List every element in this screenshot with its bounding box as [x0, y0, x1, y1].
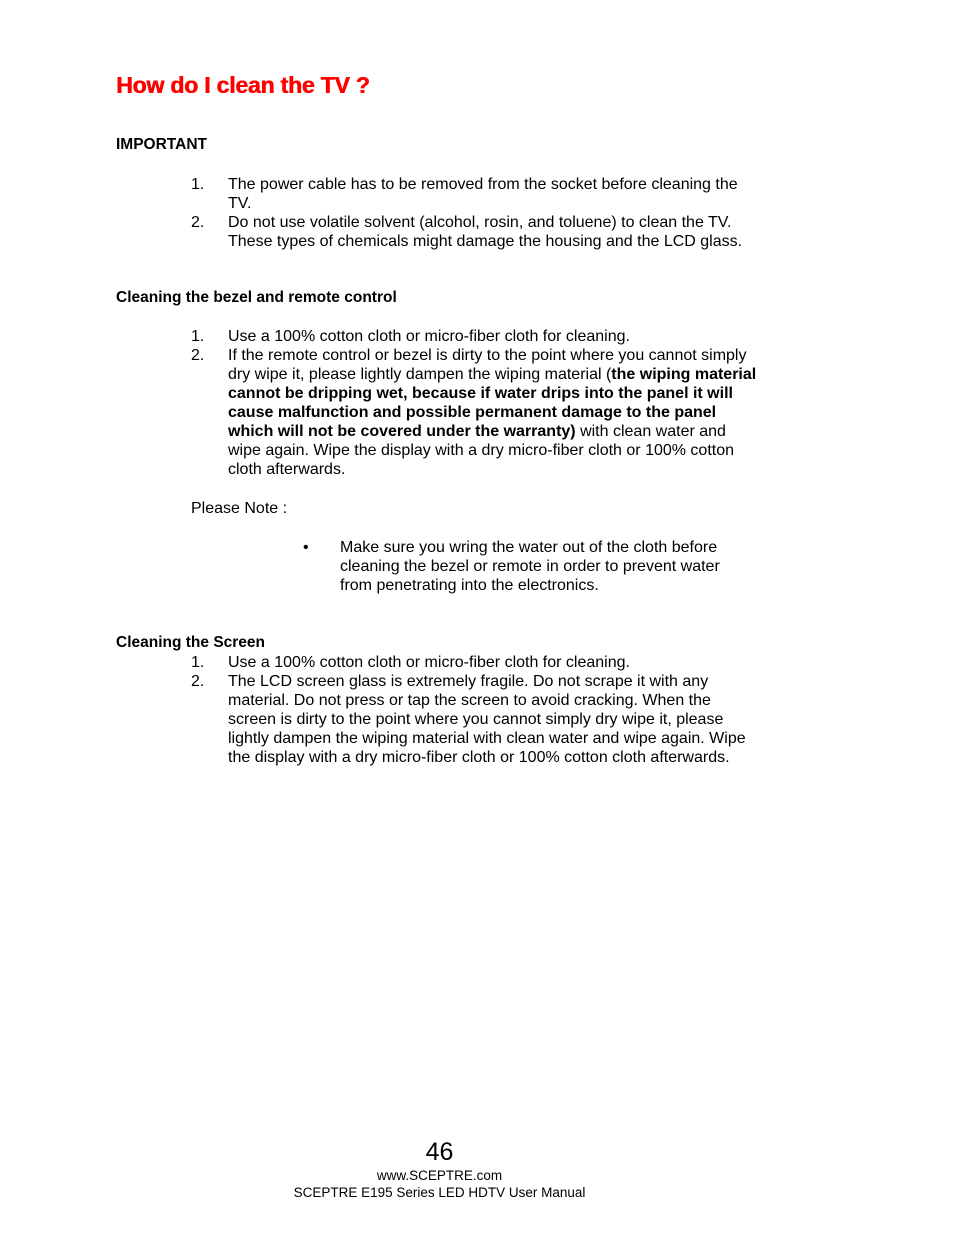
bullet-text: Make sure you wring the water out of the cloth before cleaning the bezel or remote in order to prevent water from penetrating into the electronics. [340, 539, 720, 594]
list-item [0, 327, 954, 346]
bezel-heading: Cleaning the bezel and remote control [116, 289, 397, 306]
list-item [0, 346, 954, 479]
important-heading: IMPORTANT [116, 136, 207, 153]
item-number: 2. [191, 347, 205, 364]
item-text: Use a 100% cotton cloth or micro-fiber cloth for cleaning. [228, 654, 630, 671]
item-text-before: If the remote control or bezel is dirty to the point where you cannot simply dry wipe it, please lightly dampen the wiping material ( [228, 347, 747, 383]
warning-text: the wiping material cannot be dripping wet, because if water drips into the panel it will cause malfunction and possible permanent damage to the panel which will not be covered under the warranty) [228, 366, 757, 440]
bullet-item [0, 538, 954, 595]
item-number: 1. [191, 176, 205, 193]
list-item [0, 175, 954, 213]
screen-list [0, 653, 954, 767]
item-text: The power cable has to be removed from the socket before cleaning the TV. [228, 176, 738, 212]
bezel-list [0, 327, 954, 479]
item-number: 1. [191, 328, 205, 345]
screen-heading: Cleaning the Screen [116, 634, 266, 651]
bullet-symbol: • [303, 539, 309, 556]
item-number: 1. [191, 654, 205, 671]
list-item [0, 213, 954, 251]
page-title: How do I clean the TV ? [116, 72, 370, 98]
item-text: Use a 100% cotton cloth or micro-fiber cloth for cleaning. [228, 328, 630, 345]
note-label: Please Note : [191, 500, 288, 517]
item-number: 2. [191, 214, 205, 231]
item-number: 2. [191, 673, 205, 690]
item-text: Do not use volatile solvent (alcohol, rosin, and toluene) to clean the TV. These types of chemicals might damage the housing and the LCD glass. [228, 214, 743, 250]
page-number: 46 [425, 1138, 454, 1166]
footer-website: www.SCEPTRE.com [376, 1168, 503, 1183]
item-text [228, 346, 763, 479]
list-item [0, 672, 954, 767]
item-text: The LCD screen glass is extremely fragile. Do not scrape it with any material. Do not press or tap the screen to avoid cracking. When the screen is dirty to the point where you cannot simply dry wipe it, please lightly dampen the wiping material with clean water and wipe again. Wipe the display with a dry micro-fiber cloth or 100% cotton cloth afterwards. [228, 673, 746, 766]
list-item [0, 653, 954, 672]
important-list [0, 175, 954, 251]
footer-manual-title: SCEPTRE E195 Series LED HDTV User Manual [293, 1185, 586, 1200]
item-text-after: with clean water and wipe again. Wipe the display with a dry micro-fiber cloth or 100% cotton cloth afterwards. [228, 423, 735, 478]
